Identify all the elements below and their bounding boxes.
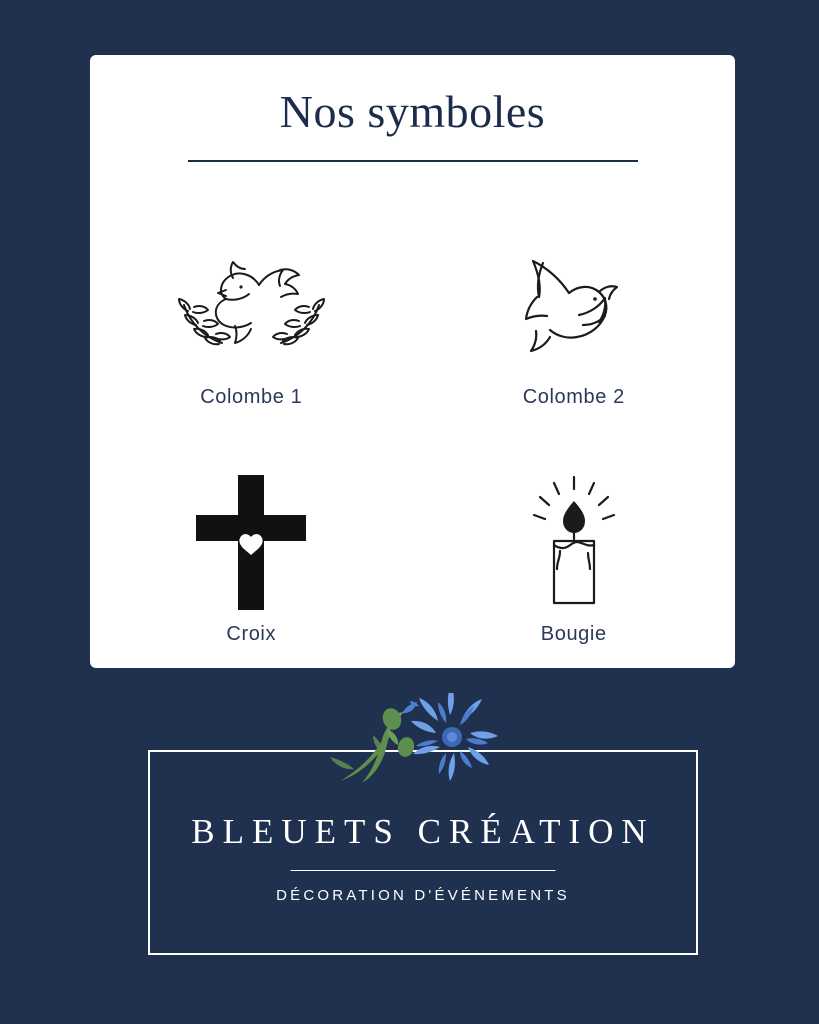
dove-with-olive-branches-icon: [100, 230, 403, 380]
symbol-label: Colombe 2: [522, 386, 625, 408]
symbol-label: Colombe 1: [200, 386, 303, 408]
symbol-item-colombe-1[interactable]: [90, 230, 413, 409]
symbol-label: Bougie: [540, 623, 607, 645]
symbols-card: [90, 55, 735, 668]
brand-divider: [291, 870, 556, 871]
symbol-item-bougie[interactable]: [413, 467, 736, 646]
brand-name: BLEUETS CRÉATION: [191, 812, 655, 851]
symbol-item-colombe-2[interactable]: [413, 230, 736, 409]
title-divider: [188, 160, 638, 162]
symbol-item-croix[interactable]: [90, 467, 413, 646]
brand-tagline: DÉCORATION D'ÉVÉNEMENTS: [276, 887, 570, 904]
cornflower-icon: [310, 693, 510, 788]
candle-icon: [423, 467, 726, 617]
page-title: Nos symboles: [279, 86, 546, 137]
symbol-label: Croix: [226, 623, 277, 645]
flying-dove-icon: [423, 230, 726, 380]
cross-with-heart-icon: [100, 467, 403, 617]
symbols-grid: [90, 230, 735, 646]
